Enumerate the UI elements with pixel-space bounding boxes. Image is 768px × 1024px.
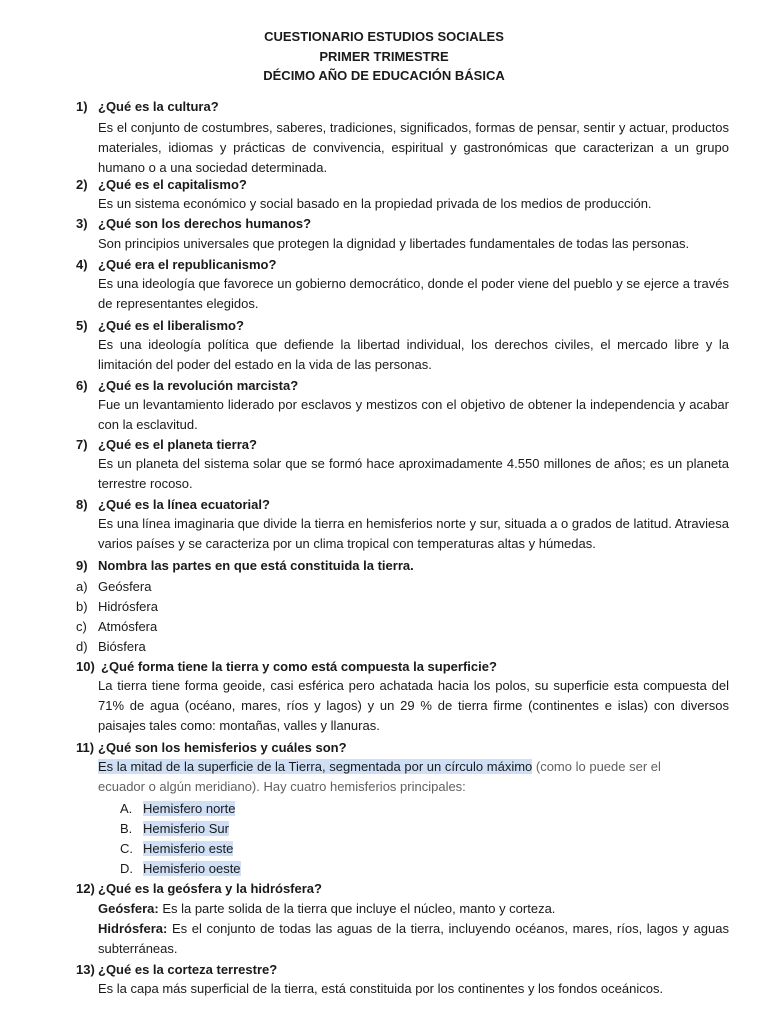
list-item-atmosfera: c) Atmósfera (76, 619, 158, 634)
list-item-hemisferio-oeste: D. Hemisferio oeste (120, 861, 241, 876)
highlighted-text: Es la mitad de la superficie de la Tierra, segmentada por un círculo máximo (98, 759, 533, 774)
answer-12-geosfera: Geósfera: Es la parte solida de la tierra que incluye el núcleo, manto y corteza. (98, 901, 556, 916)
answer-1: Es el conjunto de costumbres, saberes, tradiciones, significados, formas de pensar, sentir y actuar, productos materiales, idiomas y prácticas de convivencia, espiritual y gastronómicas que caracterizan a un grupo humano o a una sociedad determinada. (98, 120, 729, 175)
document-page: CUESTIONARIO ESTUDIOS SOCIALES PRIMER TRIMESTRE DÉCIMO AÑO DE EDUCACIÓN BÁSICA 1) ¿Qué es la cultura? Es el conjunto de costumbres, saberes, tradiciones, significados, formas de pensar, sentir y actuar, productos materiales, idiomas y prácticas de convivencia, espiritual y gastronómicas que caracterizan a un grupo humano o a una sociedad determinada. 2) ¿Qué es el capitalismo? Es un sistema económico y social basado en la propiedad privada de los medios de producción. 3) ¿Qué son los derechos humanos? Son principios universales que protegen la dignidad y libertades fundamentales de todas las personas. 4) ¿Qué era el republicanismo? Es una ideología que favorece un gobierno democrático, donde el poder viene del pueblo y se ejerce a través de representantes elegidos. 5) ¿Qué es el liberalismo? Es una ideología política que defiende la libertad individual, los derechos civiles, el mercado libre y la limitación del poder del estado en la vida de las personas. 6) ¿Qué es la revolución marcista? Fue un levantamiento liderado por esclavos y mestizos con el objetivo de obtener la independencia y acabar con la esclavitud. 7) ¿Qué es el planeta tierra? Es un planeta del sistema solar que se formó hace aproximadamente 4.550 millones de años; es un planeta terrestre rocoso. 8) ¿Qué es la línea ecuatorial? Es una línea imaginaria que divide la tierra en hemisferios norte y sur, situada a o grados de latitud. Atraviesa varios países y se caracteriza por un clima tropical con temperaturas altas y húmedas. 9) Nombra las partes en que está constituida la tierra. a) Geósfera b) Hidrósfera c) Atmósfera d) Biósfera 10) ¿Qué forma tiene la tierra y como está compuesta la superficie? La tierra tiene forma geoide, casi esférica pero achatada hacia los polos, su superficie esta compuesta del 71% de agua (océano, mares, ríos y lagos) y un 29 % de tierra firme (continentes e islas) con diversos paisajes tales como: montañas, valles y llanuras. 11) ¿Qué son los hemisferios y cuáles son? Es la mitad de la superficie de la Tierra, segmentada por un círculo máximo (como lo puede ser el ecuador o algún meridiano). Hay cuatro hemisferios principales: A. Hemisfero norte B. Hemisferio Sur C. Hemisferio este D. Hemisferio oeste 12) ¿Qué es la geósfera y la hidrósfera? Geósfera: Es la parte solida de la tierra que incluye el núcleo, manto y corteza. Hidrósfera: Es el conjunto de todas las aguas de la tierra, incluyendo océanos, mares, ríos, lagos y aguas subterráneas. 13) ¿Qué es la corteza terrestre? Es la capa más superficial de la tierra, está constituida por los continentes y los fondos oceánicos. (0, 0, 768, 1024)
list-item-hemisferio-sur: B. Hemisferio Sur (120, 821, 229, 836)
header-title: CUESTIONARIO ESTUDIOS SOCIALES (264, 29, 504, 44)
list-item-hidrosfera: b) Hidrósfera (76, 599, 158, 614)
answer-13: Es la capa más superficial de la tierra, está constituida por los continentes y los fondos oceánicos. (98, 981, 664, 996)
answer-12-hidrosfera: Hidrósfera: Es el conjunto de todas las aguas de la tierra, incluyendo océanos, mares, ríos, lagos y aguas subterráneas. (98, 921, 729, 956)
answer-2: Es un sistema económico y social basado en la propiedad privada de los medios de producción. (98, 196, 652, 211)
answer-3: Son principios universales que protegen la dignidad y libertades fundamentales de todas las personas. (98, 236, 690, 251)
answer-5: Es una ideología política que defiende la libertad individual, los derechos civiles, el mercado libre y la limitación del poder del estado en la vida de las personas. (98, 337, 729, 372)
answer-11: Es la mitad de la superficie de la Tierra, segmentada por un círculo máximo (como lo puede ser el ecuador o algún meridiano). Hay cuatro hemisferios principales: (98, 759, 661, 794)
document-header (0, 27, 768, 86)
list-item-geosfera: a) Geósfera (76, 579, 152, 594)
header-grade: DÉCIMO AÑO DE EDUCACIÓN BÁSICA (263, 68, 505, 83)
list-item-biosfera: d) Biósfera (76, 639, 146, 654)
answer-10: La tierra tiene forma geoide, casi esférica pero achatada hacia los polos, su superficie esta compuesta del 71% de agua (océano, mares, ríos y lagos) y un 29 % de tierra firme (continentes e islas) con diversos paisajes tales como: montañas, valles y llanuras. (98, 678, 729, 733)
answer-8: Es una línea imaginaria que divide la tierra en hemisferios norte y sur, situada a o grados de latitud. Atraviesa varios países y se caracteriza por un clima tropical con temperaturas altas y húmedas. (98, 516, 729, 551)
answer-7: Es un planeta del sistema solar que se formó hace aproximadamente 4.550 millones de años; es un planeta terrestre rocoso. (98, 456, 729, 491)
list-item-hemisferio-este: C. Hemisferio este (120, 841, 234, 856)
header-term: PRIMER TRIMESTRE (319, 48, 449, 64)
answer-6: Fue un levantamiento liderado por esclavos y mestizos con el objetivo de obtener la independencia y acabar con la esclavitud. (98, 397, 729, 432)
answer-4: Es una ideología que favorece un gobierno democrático, donde el poder viene del pueblo y se ejerce a través de representantes elegidos. (98, 276, 729, 311)
list-item-hemisferio-norte: A. Hemisfero norte (120, 801, 236, 816)
